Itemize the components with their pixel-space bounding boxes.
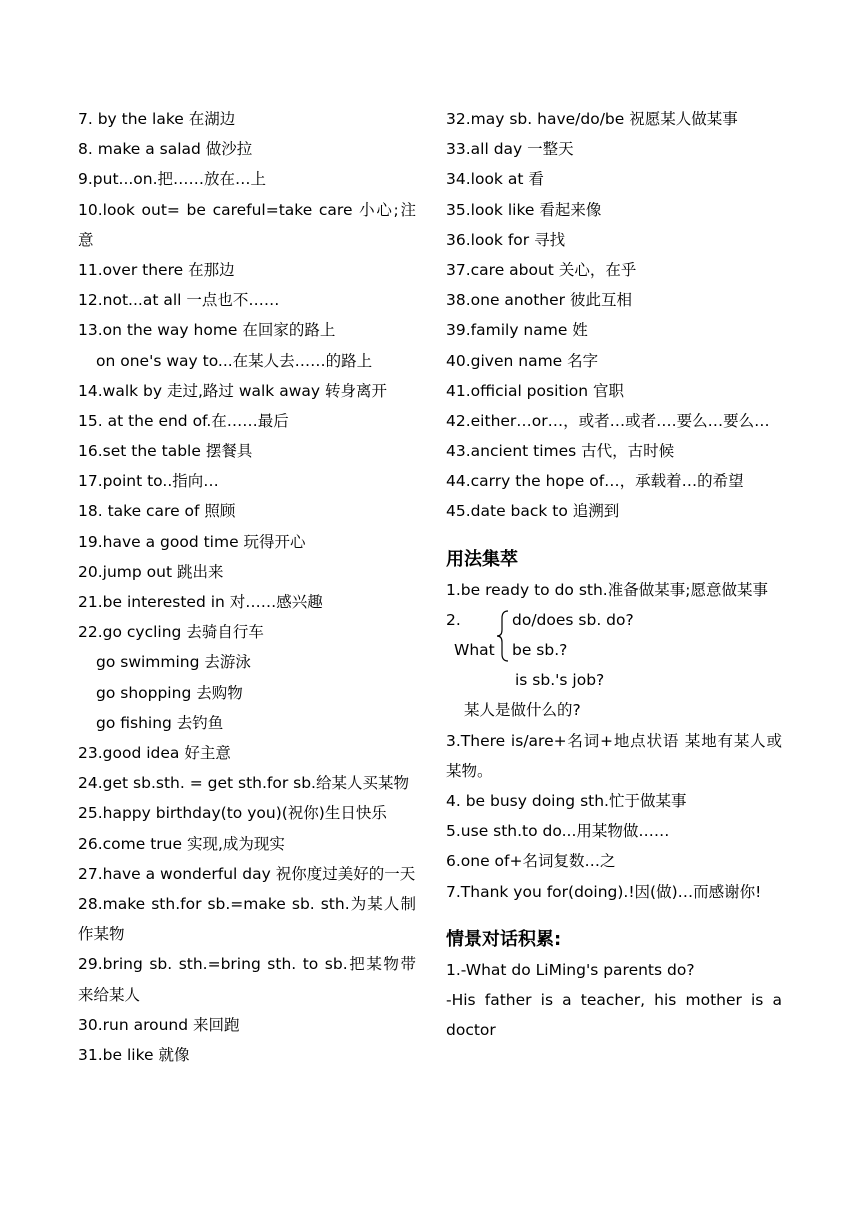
phrase-item: 38.one another 彼此互相 <box>446 291 632 310</box>
phrase-item: 28.make sth.for sb.=make sb. sth.为某人制作某物 <box>78 894 416 944</box>
phrase-item: 33.all day 一整天 <box>446 140 574 159</box>
phrase-list-right <box>446 104 782 1045</box>
phrase-item: 34.look at 看 <box>446 170 544 189</box>
phrase-item: 36.look for 寻找 <box>446 230 566 249</box>
phrase-item: 14.walk by 走过,路过 walk away 转身离开 <box>78 381 387 400</box>
usage-item-number: 2. <box>446 610 461 629</box>
phrase-item: 40.given name 名字 <box>446 351 599 370</box>
usage-item: 4. be busy doing sth.忙于做某事 <box>446 792 687 810</box>
left-brace-icon <box>496 610 510 662</box>
usage-item: 1.be ready to do sth.准备做某事;愿意做某事 <box>446 580 768 599</box>
phrase-item: 37.care about 关心，在乎 <box>446 260 637 279</box>
phrase-item: 11.over there 在那边 <box>78 260 235 279</box>
phrase-item: 22.go cycling 去骑自行车 <box>78 623 264 642</box>
phrase-item: 23.good idea 好主意 <box>78 743 231 762</box>
phrase-item: 18. take care of 照顾 <box>78 502 236 521</box>
phrase-item: 31.be like 就像 <box>78 1045 190 1064</box>
phrase-list-left <box>78 104 416 1070</box>
phrase-item: 26.come true 实现,成为现实 <box>78 834 285 853</box>
phrase-item: 41.official position 官职 <box>446 381 625 400</box>
phrase-item: go shopping 去购物 <box>96 683 243 702</box>
dialogue-question: 1.-What do LiMing's parents do? <box>446 960 695 979</box>
phrase-item: 25.happy birthday(to you)(祝你)生日快乐 <box>78 804 387 823</box>
phrase-item: 29.bring sb. sth.=bring sth. to sb.把某物带来给某人 <box>78 955 416 1004</box>
usage-item-what-group <box>446 605 782 665</box>
usage-item: 6.one of+名词复数…之 <box>446 852 616 871</box>
usage-item: 5.use sth.to do...用某物做…… <box>446 822 670 841</box>
phrase-item: 7. by the lake 在湖边 <box>78 110 236 128</box>
phrase-item: 19.have a good time 玩得开心 <box>78 532 306 551</box>
phrase-item: 16.set the table 摆餐具 <box>78 442 253 461</box>
phrase-item: 39.family name 姓 <box>446 321 588 340</box>
phrase-item: 27.have a wonderful day 祝你度过美好的一天 <box>78 864 416 883</box>
usage-item-what: What <box>454 641 495 660</box>
phrase-item: go fishing 去钓鱼 <box>96 713 224 732</box>
phrase-item: 44.carry the hope of…，承载着…的希望 <box>446 472 744 491</box>
usage-option: be sb.? <box>512 641 568 660</box>
usage-meaning: 某人是做什么的? <box>464 701 581 720</box>
usage-item: 3.There is/are+名词+地点状语 某地有某人或某物。 <box>446 731 782 780</box>
phrase-item: 20.jump out 跳出来 <box>78 562 224 581</box>
phrase-item: go swimming 去游泳 <box>96 653 251 672</box>
phrase-item: 21.be interested in 对……感兴趣 <box>78 593 323 612</box>
phrase-item: on one's way to...在某人去……的路上 <box>96 351 373 370</box>
phrase-item: 8. make a salad 做沙拉 <box>78 140 253 159</box>
phrase-item: 15. at the end of.在……最后 <box>78 411 289 430</box>
phrase-item: 17.point to..指向… <box>78 472 219 491</box>
phrase-item: 30.run around 来回跑 <box>78 1015 240 1034</box>
phrase-item: 45.date back to 追溯到 <box>446 502 620 521</box>
phrase-item: 9.put...on.把……放在…上 <box>78 170 267 189</box>
phrase-item: 10.look out= be careful=take care 小心;注意 <box>78 200 416 249</box>
dialogue-heading: 情景对话积累: <box>446 928 562 950</box>
phrase-item: 35.look like 看起来像 <box>446 200 602 219</box>
usage-option: do/does sb. do? <box>512 610 634 629</box>
usage-option: is sb.'s job? <box>515 671 605 690</box>
usage-item: 7.Thank you for(doing).!因(做)…而感谢你! <box>446 882 762 901</box>
phrase-item: 13.on the way home 在回家的路上 <box>78 321 336 340</box>
phrase-item: 12.not...at all 一点也不…… <box>78 291 280 310</box>
phrase-item: 32.may sb. have/do/be 祝愿某人做某事 <box>446 110 738 128</box>
phrase-item: 24.get sb.sth. = get sth.for sb.给某人买某物 <box>78 774 409 793</box>
phrase-item: 42.either…or…，或者…或者….要么…要么… <box>446 411 770 430</box>
usage-heading: 用法集萃 <box>446 548 518 570</box>
phrase-item: 43.ancient times 古代，古时候 <box>446 442 675 461</box>
dialogue-answer: -His father is a teacher, his mother is a doctor <box>446 990 782 1040</box>
